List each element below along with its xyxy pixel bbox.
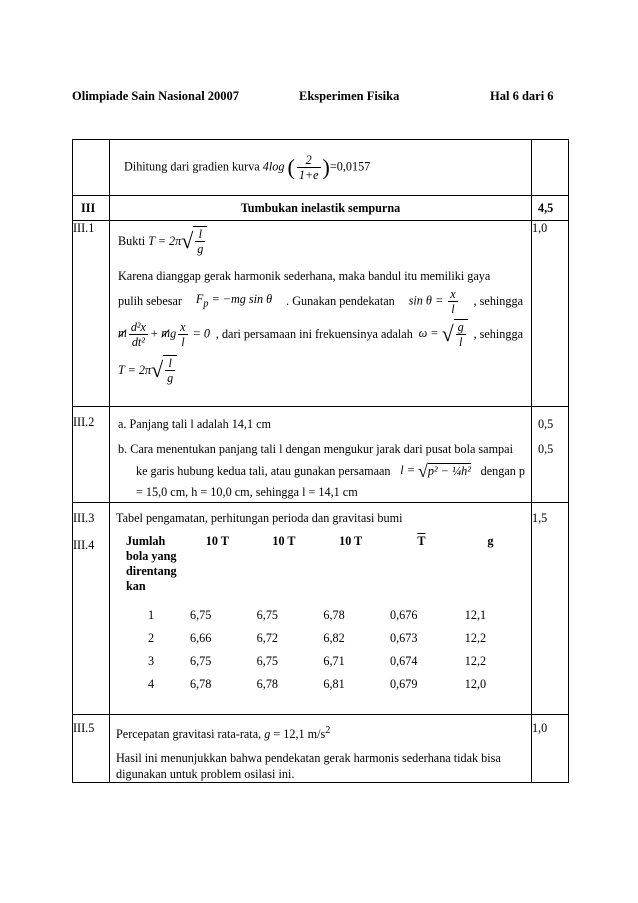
gradient-fraction: $\frac{2}{1+e}$ bbox=[298, 153, 319, 182]
obs-cell: 6,81 bbox=[323, 677, 345, 691]
sehingga2-text: , sehingga bbox=[473, 326, 523, 341]
right-paren: ) bbox=[322, 154, 330, 180]
iii2-a: a. Panjang tali l adalah 14,1 cm bbox=[118, 417, 271, 431]
obs-cell: 12,2 bbox=[464, 631, 487, 645]
answer-table bbox=[72, 139, 569, 783]
obs-cell: 1 bbox=[147, 608, 155, 622]
obs-cell: 12,1 bbox=[464, 608, 487, 622]
iii2-a-score: 0,5 bbox=[538, 417, 554, 431]
obs-cell: 6,75 bbox=[256, 654, 278, 668]
header-center: Eksperimen Fisika bbox=[299, 89, 400, 103]
header-left: Olimpiade Sain Nasional 20007 bbox=[72, 89, 240, 103]
iii1-final bbox=[118, 352, 523, 388]
dari-text: , dari persamaan ini frekuensinya adalah bbox=[215, 326, 413, 341]
iii1-line3 bbox=[118, 316, 523, 352]
row-iii5 bbox=[73, 715, 569, 783]
sehingga-text: , sehingga bbox=[473, 293, 523, 308]
obs-header-10t-2: 10 T bbox=[272, 534, 296, 548]
iii1-line1: Karena dianggap gerak harmonik sederhana, maka bandul itu memiliki gaya bbox=[118, 269, 491, 283]
obs-cell: 12,2 bbox=[464, 654, 487, 668]
row-iii2 bbox=[73, 407, 569, 503]
obs-cell: 6,71 bbox=[323, 654, 345, 668]
iii5-score: 1,0 bbox=[532, 715, 569, 783]
bukti-label: Bukti bbox=[118, 233, 146, 248]
iii3-score: 1,5 bbox=[532, 503, 569, 715]
obs-cell: 6,75 bbox=[190, 608, 212, 622]
obs-cell: 0,673 bbox=[390, 631, 418, 645]
obs-cell: 4 bbox=[147, 677, 155, 691]
iii1-code: III.1 bbox=[73, 221, 110, 407]
obs-header-count: Jumlah bola yang direntang kan bbox=[126, 534, 177, 593]
iii5-code: III.5 bbox=[73, 715, 110, 783]
final-sqrt: √ $\frac{l}{g}$ bbox=[151, 355, 177, 385]
small-angle-approx: sin θ = $\frac{x}{l}$ bbox=[408, 286, 456, 316]
left-paren: ( bbox=[287, 154, 295, 180]
obs-header-10t-1: 10 T bbox=[205, 534, 229, 548]
obs-cell: 6,78 bbox=[323, 608, 345, 622]
section-row bbox=[73, 196, 569, 221]
obs-cell: 6,78 bbox=[190, 677, 212, 691]
omega-eq: ω = √ $\frac{g}{l}$ bbox=[419, 319, 468, 349]
section-title: Tumbukan inelastik sempurna bbox=[110, 196, 532, 221]
obs-cell: 6,82 bbox=[323, 631, 345, 645]
obs-cell: 0,674 bbox=[390, 654, 418, 668]
iii3-code: III.3 bbox=[73, 511, 95, 525]
period-eq: T = 2π bbox=[148, 233, 182, 248]
iii4-code: III.4 bbox=[73, 538, 95, 552]
gradient-coef: 4log bbox=[262, 159, 285, 174]
restoring-force: $F_p = -mg$ sin θ bbox=[195, 292, 273, 310]
pulih-text: pulih sebesar bbox=[118, 293, 182, 308]
obs-header-tbar: $\overline{T}$ bbox=[417, 534, 426, 548]
obs-header-row bbox=[118, 530, 522, 604]
obs-cell: 6,78 bbox=[256, 677, 278, 691]
diff-equation: m $\frac{\text{d²x}}{\text{dt²}}$ + mg $\frac{x}{l}$ = 0 bbox=[118, 319, 211, 349]
obs-cell: 6,75 bbox=[256, 608, 278, 622]
iii2-b-line3: = 15,0 cm, h = 10,0 cm, sehingga l = 14,1 cm bbox=[136, 485, 358, 499]
obs-header-g: g bbox=[487, 534, 494, 548]
row-iii1 bbox=[73, 221, 569, 407]
obs-cell: 0,679 bbox=[390, 677, 418, 691]
row-iii3 bbox=[73, 503, 569, 715]
gradient-text: Dihitung dari gradien kurva bbox=[124, 159, 260, 174]
iii1-score: 1,0 bbox=[532, 221, 569, 407]
iii1-bukti-line bbox=[118, 223, 523, 259]
iii2-b-line2 bbox=[118, 459, 525, 483]
sqrt-l-over-g: √ $\frac{l}{g}$ bbox=[181, 226, 207, 256]
gradient-result: =0,0157 bbox=[329, 159, 371, 174]
iii2-b-score: 0,5 bbox=[538, 442, 554, 456]
obs-cell: 6,66 bbox=[190, 631, 212, 645]
iii5-line2: Hasil ini menunjukkan bahwa pendekatan gerak harmonis sederhana tidak bisa bbox=[116, 751, 501, 766]
observation-table bbox=[118, 530, 522, 696]
gunakan-text: . Gunakan pendekatan bbox=[286, 293, 395, 308]
length-formula: l = √p² − ¼h² bbox=[400, 461, 471, 481]
obs-cell: 6,72 bbox=[256, 631, 278, 645]
iii5-line1: Percepatan gravitasi rata-rata, g = 12,1 $m/s^2$ bbox=[116, 725, 331, 742]
final-period-eq: T = 2π bbox=[118, 362, 152, 377]
obs-row bbox=[118, 650, 522, 673]
obs-cell: 3 bbox=[147, 654, 155, 668]
iii1-line2 bbox=[118, 286, 523, 316]
iii2-code: III.2 bbox=[73, 407, 110, 503]
iii2-b-text2b: dengan p bbox=[480, 463, 525, 478]
iii2-b: b. Cara menentukan panjang tali l dengan mengukur jarak dari pusat bola sampai bbox=[118, 442, 513, 456]
section-score: 4,5 bbox=[532, 196, 569, 221]
obs-cell: 2 bbox=[147, 631, 155, 645]
obs-cell: 6,75 bbox=[190, 654, 212, 668]
obs-cell: 12,0 bbox=[464, 677, 487, 691]
iii5-line3: digunakan untuk problem osilasi ini. bbox=[116, 767, 295, 782]
obs-row bbox=[118, 604, 522, 627]
obs-row bbox=[118, 627, 522, 650]
section-code: III bbox=[73, 196, 110, 221]
obs-cell: 0,676 bbox=[390, 608, 418, 622]
gradient-row bbox=[73, 140, 569, 196]
obs-row bbox=[118, 673, 522, 696]
iii3-text: Tabel pengamatan, perhitungan perioda dan gravitasi bumi bbox=[116, 511, 403, 525]
obs-header-10t-3: 10 T bbox=[339, 534, 363, 548]
header-right: Hal 6 dari 6 bbox=[490, 89, 554, 103]
iii2-b-text2a: ke garis hubung kedua tali, atau gunakan persamaan bbox=[136, 463, 391, 478]
